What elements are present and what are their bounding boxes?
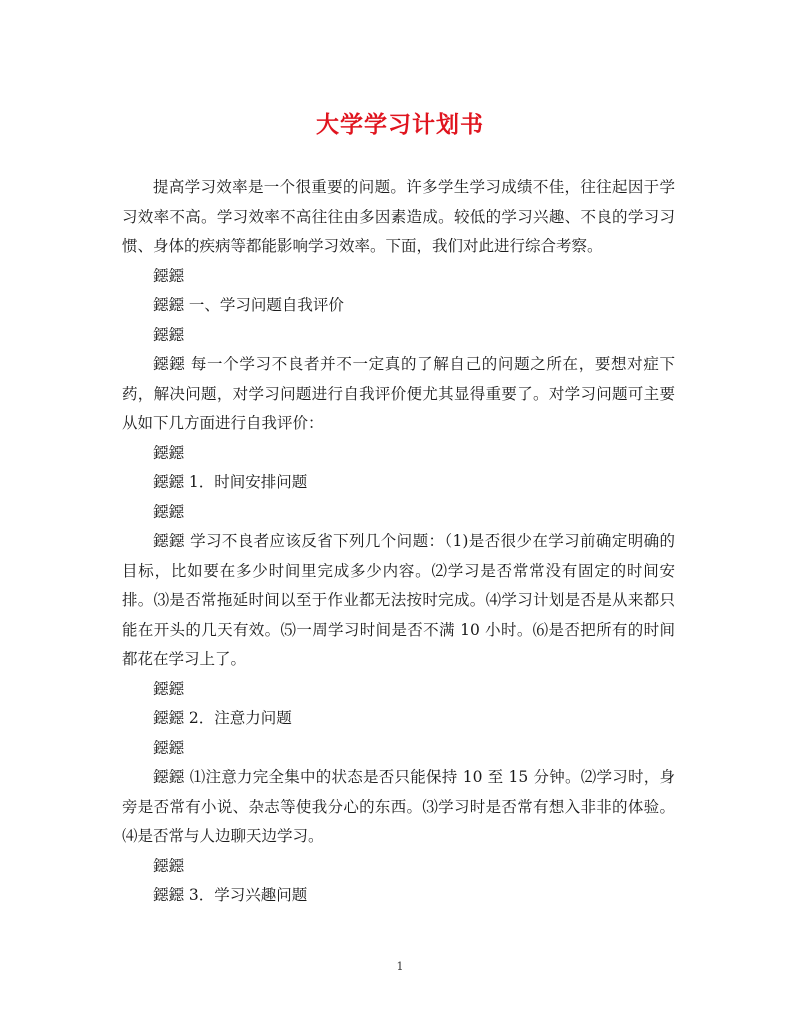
- paragraph: 鐚鐚: [153, 679, 185, 698]
- paragraph: 鐚鐚: [153, 502, 185, 521]
- document-title: 大学学习计划书: [316, 111, 484, 138]
- paragraph: 鐚鐚: [153, 856, 185, 875]
- paragraph: 鐚鐚: [153, 266, 185, 285]
- page-number: 1: [396, 960, 404, 973]
- paragraph-intro: 提高学习效率是一个很重要的问题。许多学生学习成绩不佳，往往起因于学习效率不高。学习效率不高往往由多因素造成。较低的学习兴趣、不良的学习习惯、身体的疾病等都能影响学习效率。下面，我们对此进行综合考察。: [122, 178, 675, 255]
- subsection-heading: 鐚鐚 2．注意力问题: [153, 709, 292, 727]
- paragraph: 鐚鐚: [153, 325, 185, 344]
- paragraph: 鐚鐚: [153, 443, 185, 462]
- paragraph: 鐚鐚: [153, 738, 185, 757]
- document-body: [122, 173, 675, 911]
- paragraph: 鐚鐚 学习不良者应该反省下列几个问题：（1)是否很少在学习前确定明确的目标，比如要在多少时间里完成多少内容。⑵学习是否常常没有固定的时间安排。⑶是否常拖延时间以至于作业都无法按时完成。⑷学习计划是否是从来都只能在开头的几天有效。⑸一周学习时间是否不满 10 小时。⑹是否把所有的时间都花在学习上了。: [122, 532, 675, 668]
- paragraph: 鐚鐚 ⑴注意力完全集中的状态是否只能保持 10 至 15 分钟。⑵学习时，身旁是否常有小说、杂志等使我分心的东西。⑶学习时是否常有想入非非的体验。⑷是否常与人边聊天边学习。: [122, 768, 675, 845]
- section-heading: 鐚鐚 一、学习问题自我评价: [153, 296, 344, 314]
- subsection-heading: 鐚鐚 3．学习兴趣问题: [153, 886, 308, 904]
- paragraph: 鐚鐚 每一个学习不良者并不一定真的了解自己的问题之所在，要想对症下药，解决问题，对学习问题进行自我评价便尤其显得重要了。对学习问题可主要从如下几方面进行自我评价：: [122, 355, 675, 432]
- subsection-heading: 鐚鐚 1．时间安排问题: [153, 473, 308, 491]
